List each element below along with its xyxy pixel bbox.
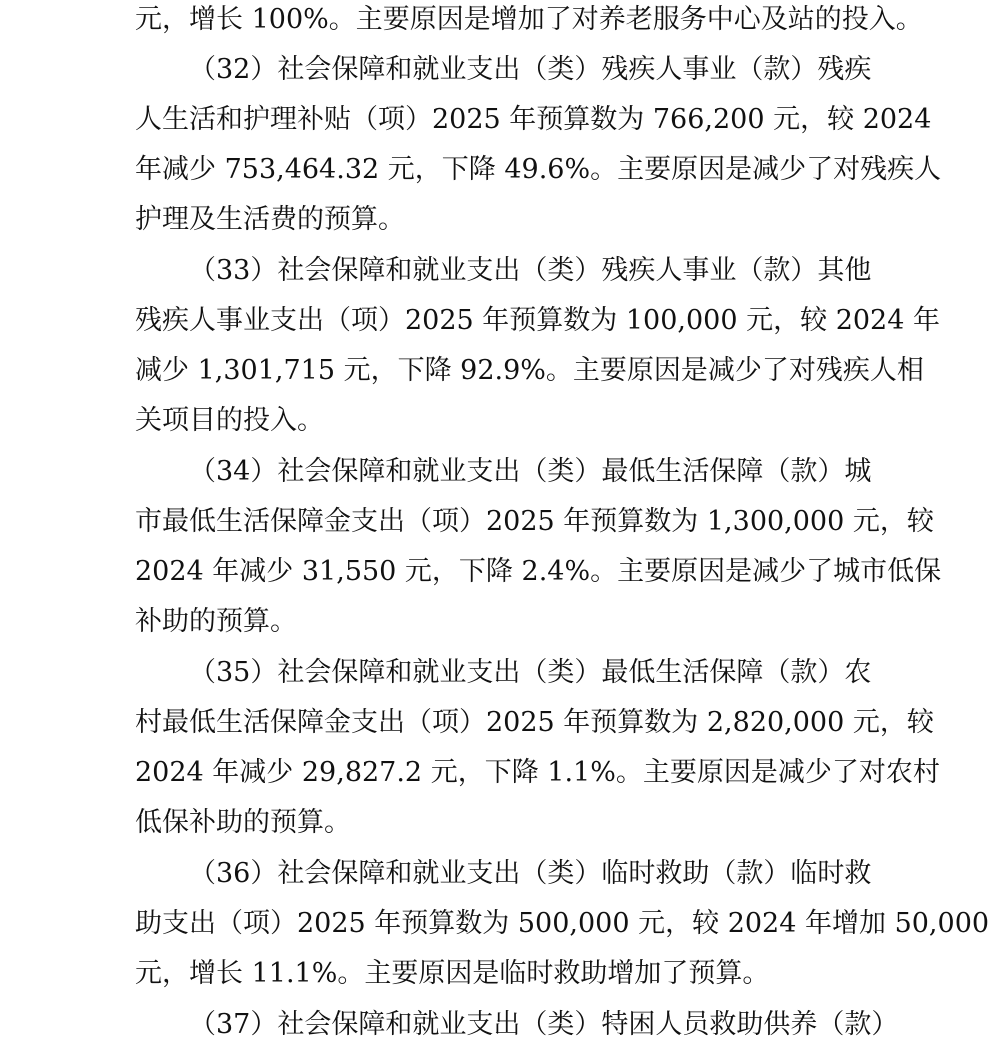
text-line: 减少 1,301,715 元，下降 92.9%。主要原因是减少了对残疾人相 bbox=[135, 355, 924, 386]
text-line: 2024 年减少 29,827.2 元，下降 1.1%。主要原因是减少了对农村 bbox=[135, 757, 940, 788]
item-37-heading: （37）社会保障和就业支出（类）特困人员救助供养（款） bbox=[189, 1009, 899, 1040]
text-line: 低保补助的预算。 bbox=[135, 807, 351, 838]
text-line: 人生活和护理补贴（项）2025 年预算数为 766,200 元，较 2024 bbox=[135, 104, 932, 135]
text-line: 年减少 753,464.32 元，下降 49.6%。主要原因是减少了对残疾人 bbox=[135, 154, 942, 185]
text-line: 护理及生活费的预算。 bbox=[135, 204, 405, 235]
text-line: 元，增长 11.1%。主要原因是临时救助增加了预算。 bbox=[135, 958, 770, 989]
text-line: 元，增长 100%。主要原因是增加了对养老服务中心及站的投入。 bbox=[135, 4, 923, 35]
text-line: 补助的预算。 bbox=[135, 606, 297, 637]
item-32-heading: （32）社会保障和就业支出（类）残疾人事业（款）残疾 bbox=[189, 54, 872, 85]
item-36-heading: （36）社会保障和就业支出（类）临时救助（款）临时救 bbox=[189, 858, 872, 889]
text-line: 村最低生活保障金支出（项）2025 年预算数为 2,820,000 元，较 bbox=[135, 707, 934, 738]
item-35-heading: （35）社会保障和就业支出（类）最低生活保障（款）农 bbox=[189, 657, 872, 688]
text-line: 助支出（项）2025 年预算数为 500,000 元，较 2024 年增加 50,000 bbox=[135, 908, 990, 939]
text-line: 市最低生活保障金支出（项）2025 年预算数为 1,300,000 元，较 bbox=[135, 506, 934, 537]
text-line: 2024 年减少 31,550 元，下降 2.4%。主要原因是减少了城市低保 bbox=[135, 556, 942, 587]
item-33-heading: （33）社会保障和就业支出（类）残疾人事业（款）其他 bbox=[189, 255, 872, 286]
text-line: 关项目的投入。 bbox=[135, 405, 324, 436]
text-line: 残疾人事业支出（项）2025 年预算数为 100,000 元，较 2024 年 bbox=[135, 305, 940, 336]
item-34-heading: （34）社会保障和就业支出（类）最低生活保障（款）城 bbox=[189, 456, 872, 487]
